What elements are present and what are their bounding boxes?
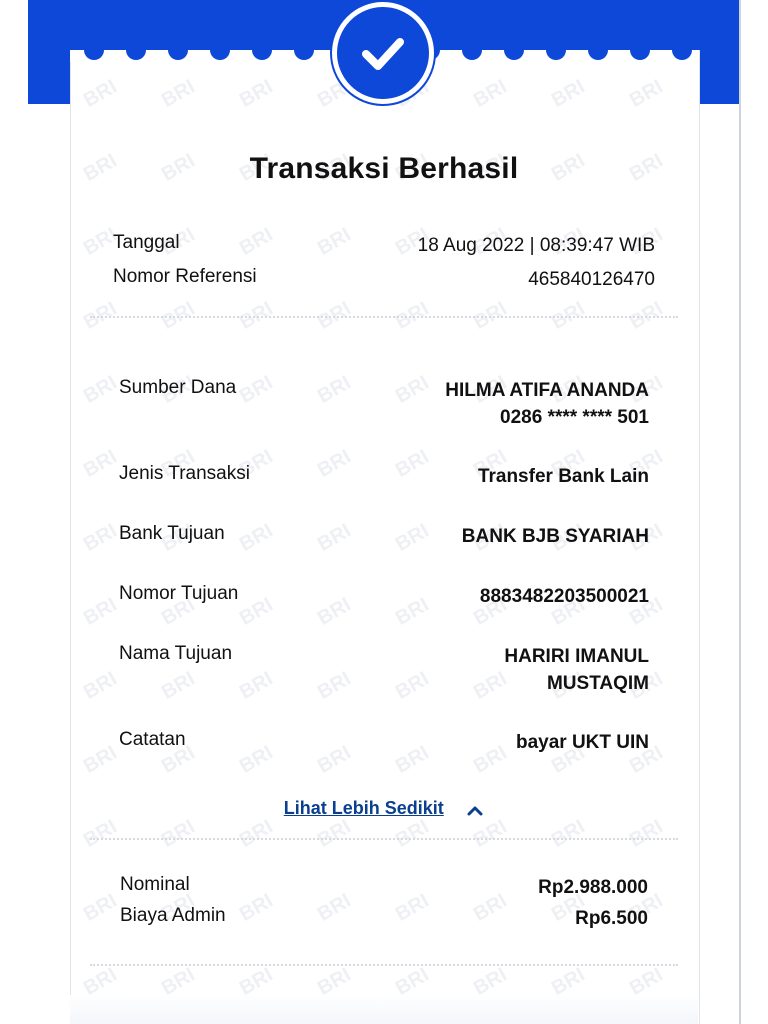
note-label: Catatan: [119, 729, 186, 750]
admin-fee-value: Rp6.500: [575, 908, 648, 929]
recipient-name-line2: MUSTAQIM: [546, 673, 649, 694]
page-title: Transaksi Berhasil: [249, 152, 519, 185]
divider: [90, 316, 678, 318]
number-row: [119, 583, 649, 611]
nominal-label: Nominal: [120, 874, 190, 895]
check-icon: [337, 7, 429, 99]
bank-row: [119, 523, 649, 551]
admin-fee-label: Biaya Admin: [120, 905, 226, 926]
nominal-value: Rp2.988.000: [538, 877, 648, 898]
recipient-name-line1: HARIRI IMANUL: [504, 646, 649, 667]
source-label: Sumber Dana: [119, 377, 237, 398]
divider: [90, 838, 678, 840]
date-row: [113, 232, 655, 260]
reference-value: 465840126470: [528, 269, 655, 290]
bank-label: Bank Tujuan: [119, 523, 225, 544]
number-value: 8883482203500021: [479, 586, 649, 607]
bank-value: BANK BJB SYARIAH: [461, 526, 649, 547]
number-label: Nomor Tujuan: [119, 583, 239, 604]
recipient-value: [504, 643, 649, 697]
reference-label: Nomor Referensi: [113, 266, 257, 287]
type-label: Jenis Transaksi: [119, 463, 250, 484]
divider: [90, 964, 678, 966]
source-row: [119, 377, 649, 433]
source-account: 0286 **** **** 501: [500, 407, 649, 428]
note-row: [119, 729, 649, 757]
admin-fee-row: [120, 905, 648, 933]
recipient-label: Nama Tujuan: [119, 643, 233, 664]
receipt-bottom: [70, 995, 698, 1024]
date-value: 18 Aug 2022 | 08:39:47 WIB: [417, 235, 655, 256]
date-label: Tanggal: [113, 232, 180, 253]
success-badge: [332, 2, 434, 104]
source-name: HILMA ATIFA ANANDA: [445, 380, 649, 401]
note-value: bayar UKT UIN: [515, 732, 649, 753]
chevron-up-icon[interactable]: [466, 804, 484, 816]
reference-row: [113, 266, 655, 294]
type-row: [119, 463, 649, 491]
source-value: [445, 377, 649, 431]
show-less-link[interactable]: Lihat Lebih Sedikit: [283, 798, 444, 818]
recipient-row: [119, 643, 649, 699]
show-less-toggle[interactable]: [0, 798, 768, 819]
nominal-row: [120, 874, 648, 902]
type-value: Transfer Bank Lain: [477, 466, 649, 487]
